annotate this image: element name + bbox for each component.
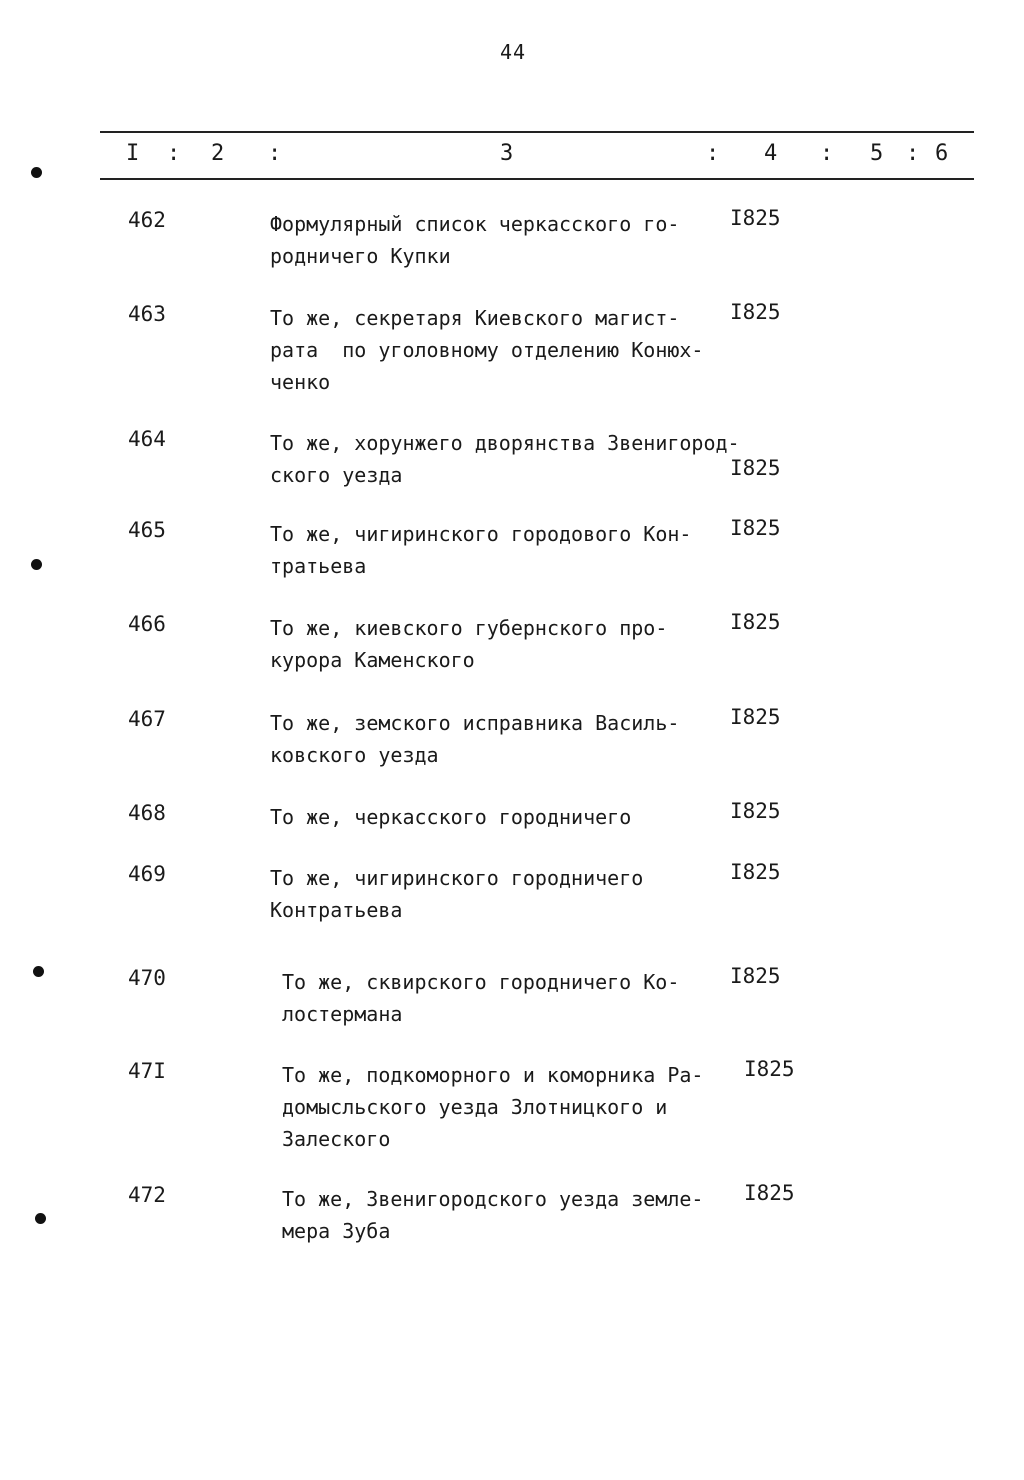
item-number: 464 <box>128 427 166 451</box>
item-description-line: То же, Звенигородского уезда земле- <box>282 1187 704 1211</box>
column-header-3: 3 <box>500 141 514 166</box>
item-number: 472 <box>128 1183 166 1207</box>
item-description-line: рата по уголовному отделению Конюх- <box>270 338 704 362</box>
item-description-line: Залеского <box>282 1127 391 1151</box>
item-year: I825 <box>730 456 781 480</box>
column-header-6: 6 <box>935 141 949 166</box>
item-description-line: курора Каменского <box>270 648 475 672</box>
item-year: I825 <box>730 964 781 988</box>
header-top-rule <box>100 131 974 133</box>
item-year: I825 <box>730 206 781 230</box>
item-description-line: ковского уезда <box>270 743 439 767</box>
item-number: 47I <box>128 1059 166 1083</box>
column-separator: : <box>268 141 282 166</box>
item-description-line: То же, чигиринского городничего <box>270 866 644 890</box>
item-description-line: тратьева <box>270 554 367 578</box>
item-year: I825 <box>730 705 781 729</box>
column-header-5: 5 <box>870 141 884 166</box>
item-description-line: То же, черкасского городничего <box>270 805 632 829</box>
item-description-line: То же, секретаря Киевского магист- <box>270 306 680 330</box>
item-description-line: Формулярный список черкасского го- <box>270 212 680 236</box>
item-year: I825 <box>730 300 781 324</box>
column-separator: : <box>820 141 834 166</box>
item-number: 463 <box>128 302 166 326</box>
binder-hole-mark <box>31 167 42 178</box>
item-year: I825 <box>730 860 781 884</box>
item-description-line: То же, чигиринского городового Кон- <box>270 522 692 546</box>
item-number: 466 <box>128 612 166 636</box>
item-year: I825 <box>730 516 781 540</box>
binder-hole-mark <box>35 1213 46 1224</box>
item-number: 467 <box>128 707 166 731</box>
item-number: 470 <box>128 966 166 990</box>
item-year: I825 <box>730 799 781 823</box>
header-bottom-rule <box>100 178 974 180</box>
item-description-line: домысльского уезда Злотницкого и <box>282 1095 668 1119</box>
item-year: I825 <box>730 610 781 634</box>
column-header-2: 2 <box>211 141 225 166</box>
item-description-line: ченко <box>270 370 331 394</box>
item-description-line: лостермана <box>282 1002 403 1026</box>
item-description-line: То же, хорунжего дворянства Звенигород- <box>270 431 740 455</box>
column-separator: : <box>706 141 720 166</box>
binder-hole-mark <box>31 559 42 570</box>
item-description-line: родничего Купки <box>270 244 451 268</box>
item-description-line: мера Зуба <box>282 1219 391 1243</box>
page-number: 44 <box>500 40 527 64</box>
item-year: I825 <box>744 1057 795 1081</box>
item-number: 465 <box>128 518 166 542</box>
item-number: 469 <box>128 862 166 886</box>
item-number: 468 <box>128 801 166 825</box>
item-description-line: То же, подкоморного и коморника Ра- <box>282 1063 704 1087</box>
column-header-4: 4 <box>764 141 778 166</box>
item-description-line: То же, сквирского городничего Ко- <box>282 970 680 994</box>
item-description-line: То же, киевского губернского про- <box>270 616 668 640</box>
item-year: I825 <box>744 1181 795 1205</box>
item-number: 462 <box>128 208 166 232</box>
column-separator: : <box>167 141 181 166</box>
column-header-1: I <box>126 141 140 166</box>
column-separator: : <box>906 141 920 166</box>
item-description-line: То же, земского исправника Василь- <box>270 711 680 735</box>
item-description-line: Контратьева <box>270 898 403 922</box>
binder-hole-mark <box>33 966 44 977</box>
item-description-line: ского уезда <box>270 463 403 487</box>
